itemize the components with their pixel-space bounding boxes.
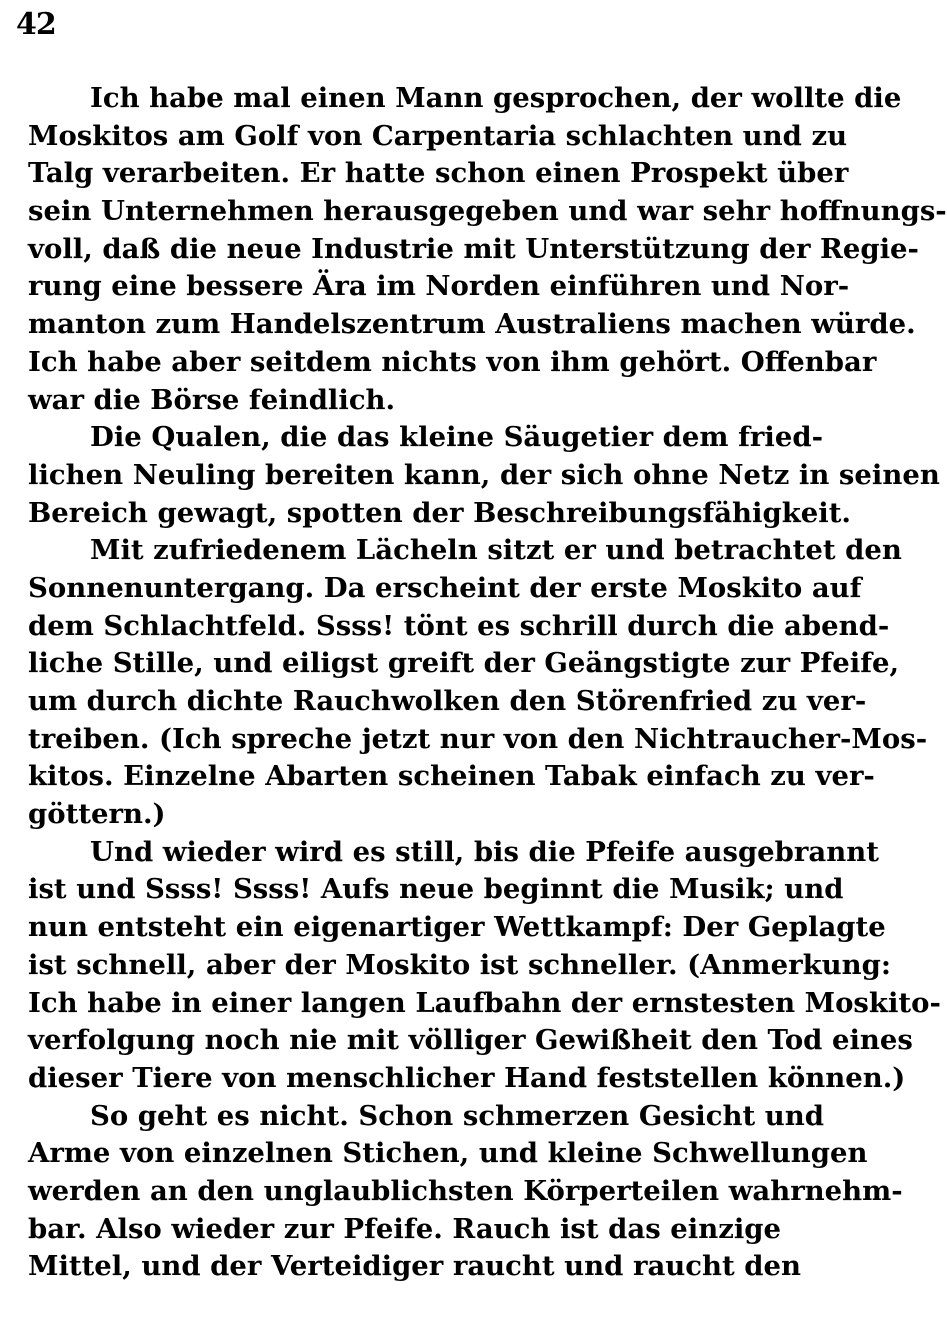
text-line: werden an den unglaublichsten Körperteilen wahrnehm-: [28, 1174, 903, 1207]
text-line: war die Börse feindlich.: [28, 383, 396, 416]
text-line: Sonnenuntergang. Da erscheint der erste Moskito auf: [28, 571, 862, 604]
text-line: ist schnell, aber der Moskito ist schneller. (Anmerkung:: [28, 948, 892, 981]
text-line: dem Schlachtfeld. Ssss! tönt es schrill durch die abend-: [28, 609, 890, 642]
text-line: Ich habe mal einen Mann gesprochen, der wollte die: [90, 82, 902, 114]
text-line: sein Unternehmen herausgegeben und war sehr hoffnungs-: [28, 195, 947, 228]
text-line: Mittel, und der Verteidiger raucht und raucht den: [28, 1250, 802, 1283]
text-line: manton zum Handelszentrum Australiens machen würde.: [28, 308, 916, 341]
text-line: Bereich gewagt, spotten der Beschreibungsfähigkeit.: [28, 496, 851, 529]
text-line: Mit zufriedenem Lächeln sitzt er und betrachtet den: [90, 534, 902, 567]
text-line: Ich habe in einer langen Laufbahn der ernstesten Moskito-: [28, 986, 941, 1019]
text-line: rung eine bessere Ära im Norden einführen und Nor-: [28, 270, 850, 303]
text-line: treiben. (Ich spreche jetzt nur von den Nichtraucher-Mos-: [28, 722, 928, 755]
text-line: Ich habe aber seitdem nichts von ihm gehört. Offenbar: [28, 345, 877, 378]
text-line: lichen Neuling bereiten kann, der sich ohne Netz in seinen: [28, 458, 940, 491]
page-number: 42: [16, 7, 56, 42]
text-line: göttern.): [28, 798, 166, 831]
text-line: Talg verarbeiten. Er hatte schon einen Prospekt über: [28, 157, 849, 190]
text-line: liche Stille, und eiligst greift der Geängstigte zur Pfeife,: [28, 647, 900, 680]
body-text: [28, 80, 947, 1286]
text-line: um durch dichte Rauchwolken den Störenfried zu ver-: [28, 685, 867, 717]
text-line: bar. Also wieder zur Pfeife. Rauch ist das einzige: [28, 1212, 781, 1245]
text-line: Und wieder wird es still, bis die Pfeife ausgebrannt: [90, 835, 879, 868]
text-line: nun entsteht ein eigenartiger Wettkampf: Der Geplagte: [28, 911, 886, 944]
text-line: ist und Ssss! Ssss! Aufs neue beginnt die Musik; und: [28, 873, 844, 906]
text-line: voll, daß die neue Industrie mit Unterstützung der Regie-: [28, 232, 919, 265]
text-line: Die Qualen, die das kleine Säugetier dem fried-: [90, 421, 823, 454]
text-line: kitos. Einzelne Abarten scheinen Tabak einfach zu ver-: [28, 760, 875, 793]
text-line: verfolgung noch nie mit völliger Gewißheit den Tod eines: [28, 1024, 913, 1057]
text-line: Moskitos am Golf von Carpentaria schlachten und zu: [28, 119, 848, 152]
text-line: dieser Tiere von menschlicher Hand feststellen können.): [28, 1061, 906, 1094]
text-line: Arme von einzelnen Stichen, und kleine Schwellungen: [28, 1137, 868, 1170]
text-line: So geht es nicht. Schon schmerzen Gesicht und: [90, 1099, 824, 1132]
